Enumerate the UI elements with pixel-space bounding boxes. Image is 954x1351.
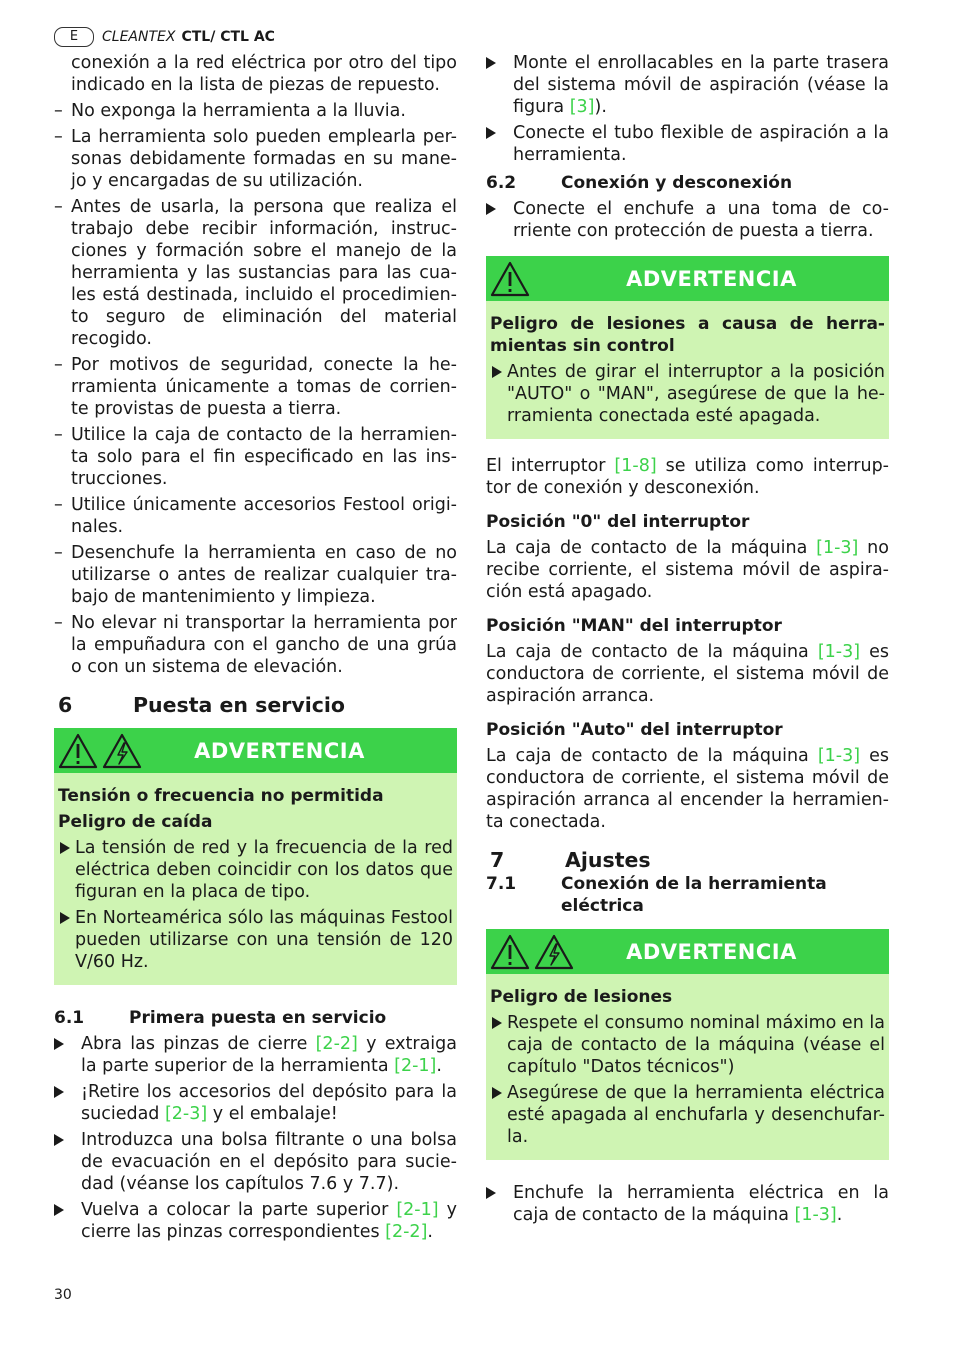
warning-heading: Peligro de lesiones	[490, 987, 673, 1007]
arrow-bullet-icon	[492, 1017, 502, 1029]
header-product: CLEANTEX	[102, 29, 176, 45]
arrow-bullet-icon	[486, 57, 496, 69]
figure-reference: [2-3]	[164, 1104, 208, 1124]
arrow-bullet-icon	[60, 912, 70, 924]
figure-reference: [1-8]	[614, 456, 657, 476]
instruction-step: Introduzca una bolsa filtrante o una bolsa de evacuación en el depósito para sucie-dad (véanse los capítulos 7.6 y 7.7).	[54, 1129, 457, 1195]
warning-box	[486, 256, 889, 439]
arrow-bullet-icon	[54, 1086, 64, 1098]
safety-item: – La herramienta solo pueden emplearla per-sonas debidamente formadas en su mane-jo y encargadas de su utilización.	[54, 127, 457, 191]
arrow-bullet-icon	[486, 127, 496, 139]
switch-position-heading: Posición "Auto" del interruptor	[486, 720, 783, 740]
instruction-step: Vuelva a colocar la parte superior [2-1] y cierre las pinzas correspondientes [2-2].	[54, 1199, 457, 1243]
figure-reference: [2-2]	[385, 1222, 428, 1242]
arrow-bullet-icon	[54, 1204, 64, 1216]
figure-reference: [2-1]	[396, 1200, 439, 1220]
instruction-step: Enchufe la herramienta eléctrica en la caja de contacto de la máquina [1-3].	[486, 1182, 889, 1226]
switch-position-text: La caja de contacto de la máquina [1-3] es conductora de corriente, el sistema móvil de aspiración arranca al encender la herramien-ta conectada.	[486, 746, 889, 832]
switch-paragraph: El interruptor [1-8] se utiliza como interrup-tor de conexión y desconexión.	[486, 456, 889, 498]
warning-box	[486, 929, 889, 1160]
warning-heading: Peligro de lesiones a causa de herra-mientas sin control	[490, 314, 885, 356]
safety-item: – Utilice la caja de contacto de la herramien-ta solo para el fin especificado en las ins-trucciones.	[54, 425, 457, 489]
figure-reference: [1-3]	[816, 538, 859, 558]
warning-body	[486, 301, 889, 439]
subsection-title-7-1: 7.1 Conexión de la herramienta eléctrica	[486, 874, 827, 916]
safety-item: – Desenchufe la herramienta en caso de no utilizarse o antes de realizar cualquier tra-bajo de mantenimiento y limpieza.	[54, 543, 457, 607]
arrow-bullet-icon	[54, 1038, 64, 1050]
instruction-step: Abra las pinzas de cierre [2-2] y extraiga la parte superior de la herramienta [2-1].	[54, 1033, 457, 1077]
section-title-6: 6 Puesta en servicio	[58, 693, 345, 717]
safety-item: – No elevar ni transportar la herramienta por la empuñadura con el gancho de una grúa o con un sistema de elevación.	[54, 613, 457, 677]
figure-reference: [3]	[569, 97, 595, 117]
switch-position-text: La caja de contacto de la máquina [1-3] no recibe corriente, el sistema móvil de aspira-ción está apagado.	[486, 538, 889, 602]
subsection-title-6-2: 6.2 Conexión y desconexión	[486, 173, 793, 193]
instruction-step: ¡Retire los accesorios del depósito para la suciedad [2-3] y el embalaje!	[54, 1081, 457, 1125]
figure-reference: [1-3]	[817, 746, 861, 766]
warning-item: En Norteamérica sólo las máquinas Festool pueden utilizarse con una tensión de 120 V/60 Hz.	[58, 907, 453, 973]
warning-box	[54, 728, 457, 985]
switch-position-text: La caja de contacto de la máquina [1-3] es conductora de corriente, el sistema móvil de aspiración arranca.	[486, 642, 889, 706]
warning-title: ADVERTENCIA	[626, 939, 797, 964]
warning-title: ADVERTENCIA	[194, 738, 365, 763]
warning-item: Respete el consumo nominal máximo en la caja de contacto de la máquina (véase el capítulo "Datos técnicos")	[490, 1012, 885, 1078]
warning-header	[486, 256, 889, 301]
left-column	[54, 52, 457, 1247]
warning-heading: Peligro de caída	[58, 812, 213, 832]
arrow-bullet-icon	[60, 842, 70, 854]
warning-item: Asegúrese de que la herramienta eléctrica esté apagada al enchufarla y desenchufar-la.	[490, 1082, 885, 1148]
safety-item: – Por motivos de seguridad, conecte la he-rramienta únicamente a tomas de corrien-te provistas de puesta a tierra.	[54, 355, 457, 419]
figure-reference: [1-3]	[817, 642, 861, 662]
section-title-7: 7 Ajustes	[490, 848, 651, 872]
language-badge: E	[54, 27, 94, 47]
figure-reference: [1-3]	[794, 1205, 837, 1225]
warning-item: La tensión de red y la frecuencia de la red eléctrica deben coincidir con los datos que figuran en la placa de tipo.	[58, 837, 453, 903]
safety-item: – No exponga la herramienta a la lluvia.	[54, 101, 406, 121]
figure-reference: [2-2]	[315, 1034, 358, 1054]
warning-header	[486, 929, 889, 974]
arrow-bullet-icon	[486, 203, 496, 215]
arrow-bullet-icon	[492, 366, 502, 378]
warning-title: ADVERTENCIA	[626, 266, 797, 291]
right-column	[486, 52, 889, 1230]
continued-text: conexión a la red eléctrica por otro del tipo indicado en la lista de piezas de repuesto.	[71, 53, 457, 95]
header-model: CTL/ CTL AC	[181, 29, 275, 45]
figure-reference: [2-1]	[394, 1056, 437, 1076]
safety-item: – Antes de usarla, la persona que realiza el trabajo debe recibir información, instruc-ciones y formación sobre el manejo de la herramienta y las sustancias para las cua-les está destinada, incluido el procedimien-to seguro de eliminación del material recogido.	[54, 197, 457, 349]
safety-item: – Utilice únicamente accesorios Festool origi-nales.	[54, 495, 457, 537]
instruction-step: Conecte el enchufe a una toma de co-rriente con protección de puesta a tierra.	[486, 198, 889, 242]
warning-body	[54, 773, 457, 985]
switch-position-heading: Posición "MAN" del interruptor	[486, 616, 782, 636]
page-number: 30	[54, 1287, 72, 1303]
subsection-title-6-1: 6.1 Primera puesta en servicio	[54, 1008, 387, 1028]
arrow-bullet-icon	[492, 1087, 502, 1099]
instruction-step: Monte el enrollacables en la parte trasera del sistema móvil de aspiración (véase la figura [3]).	[486, 52, 889, 118]
page-header	[54, 26, 275, 48]
warning-body	[486, 974, 889, 1160]
instruction-step: Conecte el tubo flexible de aspiración a la herramienta.	[486, 122, 889, 166]
arrow-bullet-icon	[54, 1134, 64, 1146]
warning-item: Antes de girar el interruptor a la posición "AUTO" o "MAN", asegúrese de que la he-rramienta conectada esté apagada.	[490, 361, 885, 427]
warning-header	[54, 728, 457, 773]
switch-position-heading: Posición "0" del interruptor	[486, 512, 750, 532]
arrow-bullet-icon	[486, 1187, 496, 1199]
warning-heading: Tensión o frecuencia no permitida	[58, 786, 384, 806]
